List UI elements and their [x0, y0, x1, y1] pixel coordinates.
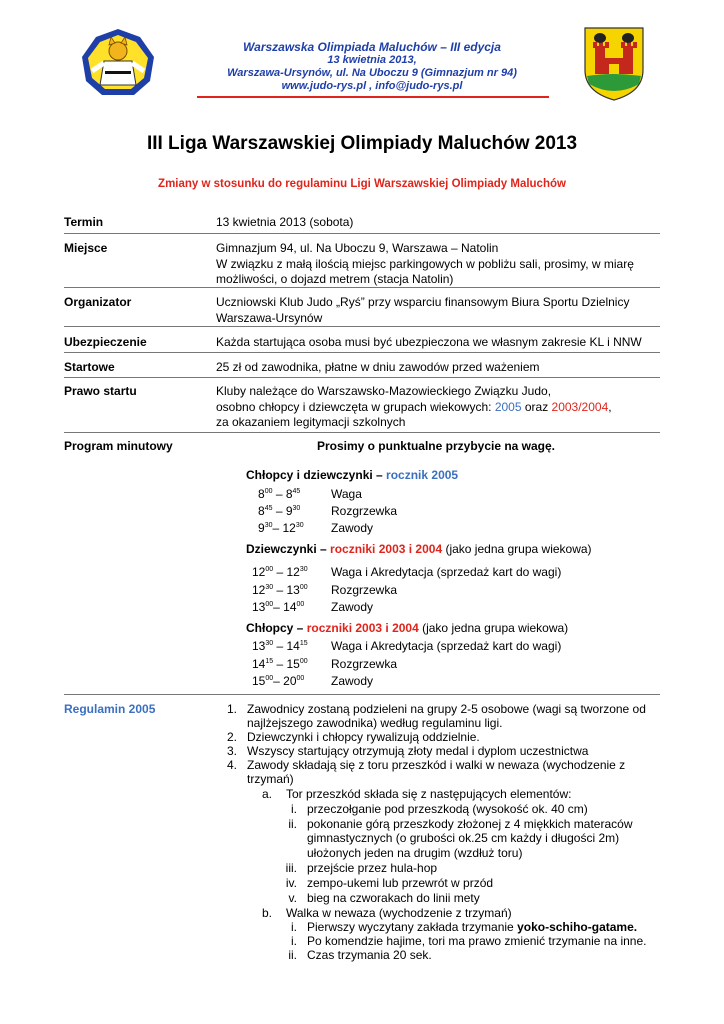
row-divider: [64, 352, 660, 353]
prawo-text: oraz: [521, 399, 552, 414]
list-text-part: bieg na czworakach do linii mety: [307, 891, 480, 905]
club-logo: [78, 27, 158, 99]
list-text: [247, 716, 502, 731]
time-range: [252, 639, 308, 653]
time-minutes: 00: [265, 601, 274, 608]
group-title: [246, 468, 458, 482]
event-header: [196, 40, 548, 93]
list-text-part: Tor przeszkód składa się z następujących elementów:: [286, 787, 572, 801]
value-ubezpieczenie: Każda startująca osoba musi być ubezpieczona we własnym zakresie KL i NNW: [216, 335, 642, 349]
event-contact[interactable]: www.judo-rys.pl , info@judo-rys.pl: [281, 80, 463, 92]
list-text-part: trzymań): [247, 772, 294, 786]
group-note: (jako jedna grupa wiekowa): [442, 542, 592, 556]
label-ubezpieczenie: Ubezpieczenie: [64, 335, 147, 349]
time-minutes: 00: [296, 675, 305, 682]
label-regulamin: Regulamin 2005: [64, 702, 156, 716]
miejsce-line: W związku z małą ilością miejsc parkingowych w pobliżu sali, prosimy, w miarę: [216, 256, 634, 271]
time-separator: –: [272, 487, 286, 501]
value-startowe: 25 zł od zawodnika, płatne w dniu zawodów przed ważeniem: [216, 360, 540, 374]
time-hour: 13: [286, 583, 300, 597]
time-separator: –: [273, 639, 287, 653]
group-year: rocznik 2005: [386, 468, 459, 482]
row-divider: [64, 432, 660, 433]
coat-of-arms: [583, 26, 645, 102]
event-address: Warszawa-Ursynów, ul. Na Uboczu 9 (Gimnazjum nr 94): [227, 67, 517, 79]
time-hour: 14: [252, 657, 266, 671]
time-minutes: 15: [265, 658, 274, 665]
time-range: [258, 487, 300, 501]
activity: Rozgrzewka: [331, 583, 398, 597]
time-minutes: 30: [265, 640, 274, 647]
value-miejsce: [216, 241, 656, 288]
group-year: roczniki 2003 i 2004: [330, 542, 443, 556]
time-minutes: 45: [264, 505, 273, 512]
list-text: [307, 817, 633, 832]
list-text: [307, 934, 646, 949]
label-startowe: Startowe: [64, 360, 115, 374]
value-prawo-startu: [216, 384, 656, 431]
list-marker: ii.: [288, 948, 297, 962]
list-marker: b.: [261, 906, 272, 920]
list-text-part: gimnastycznych (o grubości ok.25 cm każdy i długości 2m): [307, 831, 620, 845]
time-hour: 15: [286, 657, 300, 671]
list-marker: iii.: [285, 861, 297, 875]
list-text-part: Po komendzie hajime, tori ma prawo zmienić trzymanie na inne.: [307, 934, 647, 948]
activity: Waga: [331, 487, 362, 501]
time-hour: 13: [252, 600, 266, 614]
list-marker: i.: [291, 802, 297, 816]
label-miejsce: Miejsce: [64, 241, 108, 255]
list-marker: i.: [291, 920, 297, 934]
time-range: [252, 657, 308, 671]
time-hour: 8: [285, 487, 293, 501]
time-hour: 12: [252, 583, 266, 597]
time-separator: –: [272, 504, 286, 518]
time-separator: –: [273, 600, 284, 614]
list-text-part: Zawodnicy zostaną podzieleni na grupy 2-5 osobowe (wagi są tworzone od: [247, 702, 646, 716]
time-hour: 9: [285, 504, 293, 518]
activity: Waga i Akredytacja (sprzedaż kart do wagi): [331, 639, 562, 653]
list-marker: ii.: [288, 817, 297, 831]
activity: Zawody: [331, 600, 374, 614]
list-text-part: zempo-ukemi lub przewrót w przód: [307, 876, 494, 890]
group-title-text: Dziewczynki –: [246, 542, 331, 556]
group-title-text: Chłopcy i dziewczynki –: [246, 468, 387, 482]
activity: Zawody: [331, 521, 374, 535]
list-text-part: Walka w newaza (wychodzenie z trzymań): [286, 906, 512, 920]
year-2003-2004: 2003/2004: [551, 399, 609, 414]
list-text-part: pokonanie górą przeszkody złożonej z 4 miękkich materaców: [307, 817, 633, 831]
list-text-part: ułożonych jeden na drugim (wzdłuż toru): [307, 846, 523, 860]
list-text: [307, 802, 588, 817]
miejsce-line: Gimnazjum 94, ul. Na Uboczu 9, Warszawa – Natolin: [216, 241, 499, 255]
time-hour: 14: [283, 600, 297, 614]
page-title: III Liga Warszawskiej Olimpiady Maluchów 2013: [146, 133, 578, 154]
time-minutes: 30: [299, 566, 308, 573]
time-range: [252, 674, 304, 688]
list-text: [307, 876, 493, 891]
group-title: [246, 542, 592, 556]
time-hour: 12: [286, 565, 300, 579]
label-termin: Termin: [64, 215, 104, 229]
list-text-part: przejście przez hula-hop: [307, 861, 438, 875]
time-minutes: 00: [265, 675, 274, 682]
list-marker: a.: [261, 787, 272, 801]
list-text-part: Czas trzymania 20 sek.: [307, 948, 432, 962]
row-divider: [64, 287, 660, 288]
prawo-text: osobno chłopcy i dziewczęta w grupach wiekowych:: [216, 399, 495, 414]
time-range: [252, 565, 308, 579]
row-divider: [64, 377, 660, 378]
row-divider: [64, 694, 660, 695]
label-organizator: Organizator: [64, 295, 132, 309]
time-range: [258, 521, 304, 535]
value-organizator: [216, 295, 656, 326]
label-prawo-startu: Prawo startu: [64, 384, 137, 398]
list-text: [286, 906, 512, 921]
time-range: [258, 504, 300, 518]
time-separator: –: [273, 657, 287, 671]
row-divider: [64, 326, 660, 327]
time-minutes: 00: [265, 566, 274, 573]
group-year: roczniki 2003 i 2004: [306, 621, 419, 635]
list-text-part: przeczołganie pod przeszkodą (wysokość ok. 40 cm): [307, 802, 588, 816]
time-minutes: 00: [299, 584, 308, 591]
list-marker: iv.: [285, 876, 297, 890]
list-text-part: najlżejszego zawodnika) według regulaminu ligi.: [247, 716, 503, 730]
value-termin: 13 kwietnia 2013 (sobota): [216, 215, 354, 229]
list-marker: i.: [291, 934, 297, 948]
time-minutes: 45: [292, 488, 301, 495]
time-range: [252, 600, 304, 614]
group-note: (jako jedna grupa wiekowa): [418, 621, 569, 635]
prawo-line: Kluby należące do Warszawsko-Mazowieckiego Związku Judo,: [216, 384, 552, 398]
time-minutes: 30: [265, 584, 274, 591]
list-text-part: Pierwszy wyczytany zakłada trzymanie: [307, 920, 518, 934]
label-program: Program minutowy: [64, 439, 173, 453]
list-marker: v.: [288, 891, 297, 905]
header-divider: [197, 96, 549, 98]
time-hour: 9: [258, 521, 265, 535]
miejsce-line: możliwości, o dojazd metrem (stacja Natolin): [216, 272, 454, 286]
list-text: [247, 772, 294, 787]
time-separator: –: [272, 521, 283, 535]
list-marker: 1.: [226, 702, 237, 716]
list-text: [247, 702, 646, 717]
activity: Rozgrzewka: [331, 504, 398, 518]
organizator-line: Warszawa-Ursynów: [216, 310, 323, 325]
list-text: [247, 730, 480, 745]
time-hour: 15: [252, 674, 266, 688]
prawo-line: za okazaniem legitymacji szkolnych: [216, 415, 406, 429]
list-marker: 2.: [226, 730, 237, 744]
event-name: Warszawska Olimpiada Maluchów – III edycja: [243, 40, 501, 54]
list-marker: 4.: [226, 758, 237, 772]
time-separator: –: [273, 674, 284, 688]
list-text: [286, 787, 571, 802]
prawo-line: [216, 400, 656, 416]
time-separator: –: [273, 583, 287, 597]
group-title: [246, 621, 568, 635]
list-text: [247, 758, 625, 773]
time-hour: 8: [258, 504, 265, 518]
time-minutes: 00: [296, 601, 305, 608]
list-text-part: Dziewczynki i chłopcy rywalizują oddzielnie.: [247, 730, 480, 744]
organizator-line: Uczniowski Klub Judo „Ryś” przy wsparciu finansowym Biura Sportu Dzielnicy: [216, 295, 630, 309]
list-text-emphasis: yoko-schiho-gatame.: [517, 920, 638, 934]
list-text: [307, 948, 432, 963]
time-hour: 8: [258, 487, 265, 501]
time-minutes: 30: [295, 522, 304, 529]
time-hour: 12: [252, 565, 266, 579]
time-separator: –: [273, 565, 287, 579]
time-hour: 12: [282, 521, 296, 535]
group-title-text: Chłopcy –: [246, 621, 307, 635]
list-marker: 3.: [226, 744, 237, 758]
time-minutes: 30: [264, 522, 273, 529]
prawo-text: ,: [608, 399, 612, 414]
list-text: [307, 891, 480, 906]
time-hour: 20: [283, 674, 297, 688]
time-minutes: 15: [299, 640, 308, 647]
list-text-part: Zawody składają się z toru przeszkód i walki w newaza (wychodzenie z: [247, 758, 626, 772]
page-subtitle: Zmiany w stosunku do regulaminu Ligi Warszawskiej Olimpiady Maluchów: [158, 178, 566, 190]
time-range: [252, 583, 308, 597]
time-minutes: 30: [292, 505, 301, 512]
row-divider: [64, 233, 660, 234]
time-hour: 13: [252, 639, 266, 653]
list-text: [307, 920, 637, 935]
list-text: [307, 846, 522, 861]
punctuality-notice: Prosimy o punktualne przybycie na wagę.: [316, 439, 556, 453]
time-hour: 14: [286, 639, 300, 653]
year-2005: 2005: [494, 399, 522, 414]
list-text-part: Wszyscy startujący otrzymują złoty medal i dyplom uczestnictwa: [247, 744, 589, 758]
time-minutes: 00: [264, 488, 273, 495]
list-text: [247, 744, 588, 759]
activity: Zawody: [331, 674, 374, 688]
time-minutes: 00: [299, 658, 308, 665]
event-date: 13 kwietnia 2013,: [327, 54, 417, 66]
list-text: [307, 831, 619, 846]
activity: Rozgrzewka: [331, 657, 398, 671]
activity: Waga i Akredytacja (sprzedaż kart do wagi): [331, 565, 562, 579]
list-text: [307, 861, 437, 876]
